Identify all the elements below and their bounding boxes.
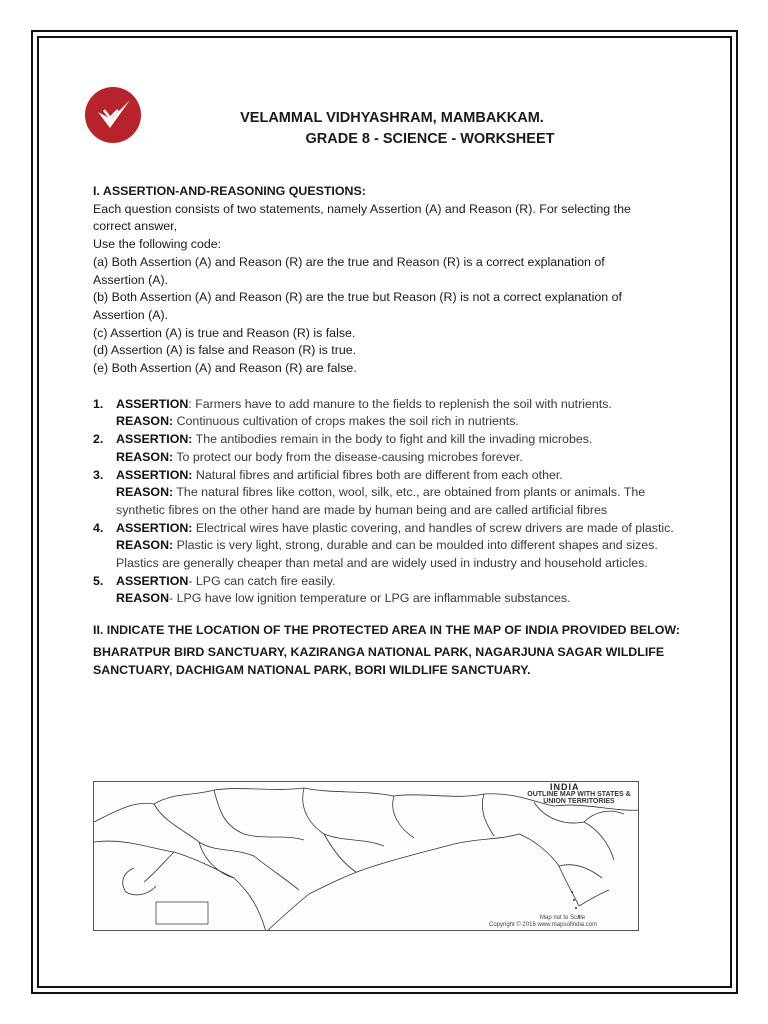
question-number: 4. — [93, 520, 104, 535]
intro-line: Each question consists of two statements, namely Assertion (A) and Reason (R). For selecting the — [93, 201, 631, 216]
assertion-text: Electrical wires have plastic covering, and handles of screw drivers are made of plastic. — [195, 520, 674, 535]
worksheet-title: GRADE 8 - SCIENCE - WORKSHEET — [305, 131, 555, 147]
intro-line: (e) Both Assertion (A) and Reason (R) are false. — [93, 361, 357, 376]
question-item — [93, 520, 683, 573]
school-name: VELAMMAL VIDHYASHRAM, MAMBAKKAM. — [240, 110, 544, 126]
question-item: 5. ASSERTION- LPG can catch fire easily. REASON- LPG have low ignition temperature or LPG are inflammable substances. — [93, 573, 571, 606]
reason-label: REASON — [116, 591, 170, 606]
assertion-text: LPG can catch fire easily. — [195, 573, 336, 588]
question-number: 2. — [93, 432, 104, 447]
assertion-text: Natural fibres and artificial fibres both are different from each other. — [195, 467, 563, 482]
intro-line: (d) Assertion (A) is false and Reason (R) is true. — [93, 343, 357, 358]
map-title: INDIA — [550, 782, 580, 792]
intro-line: Assertion (A). — [93, 307, 169, 322]
question-number: 3. — [93, 467, 104, 482]
question-list — [93, 396, 683, 608]
question-number: 5. — [93, 573, 104, 588]
assertion-label: ASSERTION — [116, 573, 189, 588]
reason-text: To protect our body from the disease-causing microbes forever. — [176, 449, 523, 464]
reason-text: LPG have low ignition temperature or LPG are inflammable substances. — [176, 591, 571, 606]
map-subtitle: OUTLINE MAP WITH STATES & UNION TERRITORIES — [527, 791, 631, 805]
reason-text: The natural fibres like cotton, wool, silk, etc., are obtained from plants or animals. The synthetic fibres on the other hand are made by human being and are called artificial fibres — [116, 485, 646, 517]
intro-line: Use the following code: — [93, 237, 222, 252]
assertion-label: ASSERTION: — [116, 520, 193, 535]
question-item: 1. ASSERTION: Farmers have to add manure to the fields to replenish the soil with nutrients. REASON: Continuous cultivation of crops makes the soil rich in nutrients. — [93, 396, 612, 429]
map-scale-note: Map not to Scale — [540, 915, 586, 921]
reason-text: Plastic is very light, strong, durable and can be moulded into different shapes and sizes. Plastics are generally cheaper than metal and are widely used in industry and household articles. — [116, 538, 658, 571]
assertion-text: The antibodies remain in the body to fight and kill the invading microbes. — [195, 432, 593, 447]
reason-text: Continuous cultivation of crops makes the soil rich in nutrients. — [176, 414, 519, 429]
india-outline-map — [93, 781, 639, 931]
intro-line: (b) Both Assertion (A) and Reason (R) are the true but Reason (R) is not a correct explanation of — [93, 290, 622, 305]
intro-line: (a) Both Assertion (A) and Reason (R) are the true and Reason (R) is a correct explanation of — [93, 254, 605, 269]
question-item — [93, 467, 683, 520]
reason-label: REASON: — [116, 538, 174, 553]
section1-title: I. ASSERTION-AND-REASONING QUESTIONS: — [93, 184, 366, 198]
assertion-text: Farmers have to add manure to the fields to replenish the soil with nutrients. — [195, 396, 612, 411]
assertion-label: ASSERTION — [116, 396, 189, 411]
question-number: 1. — [93, 396, 104, 411]
intro-line: Assertion (A). — [93, 272, 169, 287]
reason-label: REASON: — [116, 449, 174, 464]
map-copyright: Copyright © 2016 www.mapsofindia.com — [489, 922, 598, 928]
section2-title: II. INDICATE THE LOCATION OF THE PROTECTED AREA IN THE MAP OF INDIA PROVIDED BELOW: — [93, 623, 680, 638]
intro-line: correct answer, — [93, 219, 178, 234]
intro-line: (c) Assertion (A) is true and Reason (R) is false. — [93, 325, 356, 340]
protected-areas-list: BHARATPUR BIRD SANCTUARY, KAZIRANGA NATIONAL PARK, NAGARJUNA SAGAR WILDLIFE SANCTUARY, DACHIGAM NATIONAL PARK, BORI WILDLIFE SANCTUARY. — [93, 645, 665, 678]
worksheet-header — [150, 110, 670, 147]
reason-label: REASON: — [116, 414, 174, 429]
worksheet-content — [93, 183, 683, 679]
reason-label: REASON: — [116, 485, 174, 500]
question-item — [93, 431, 683, 466]
assertion-label: ASSERTION: — [116, 467, 193, 482]
assertion-label: ASSERTION: — [116, 432, 193, 447]
